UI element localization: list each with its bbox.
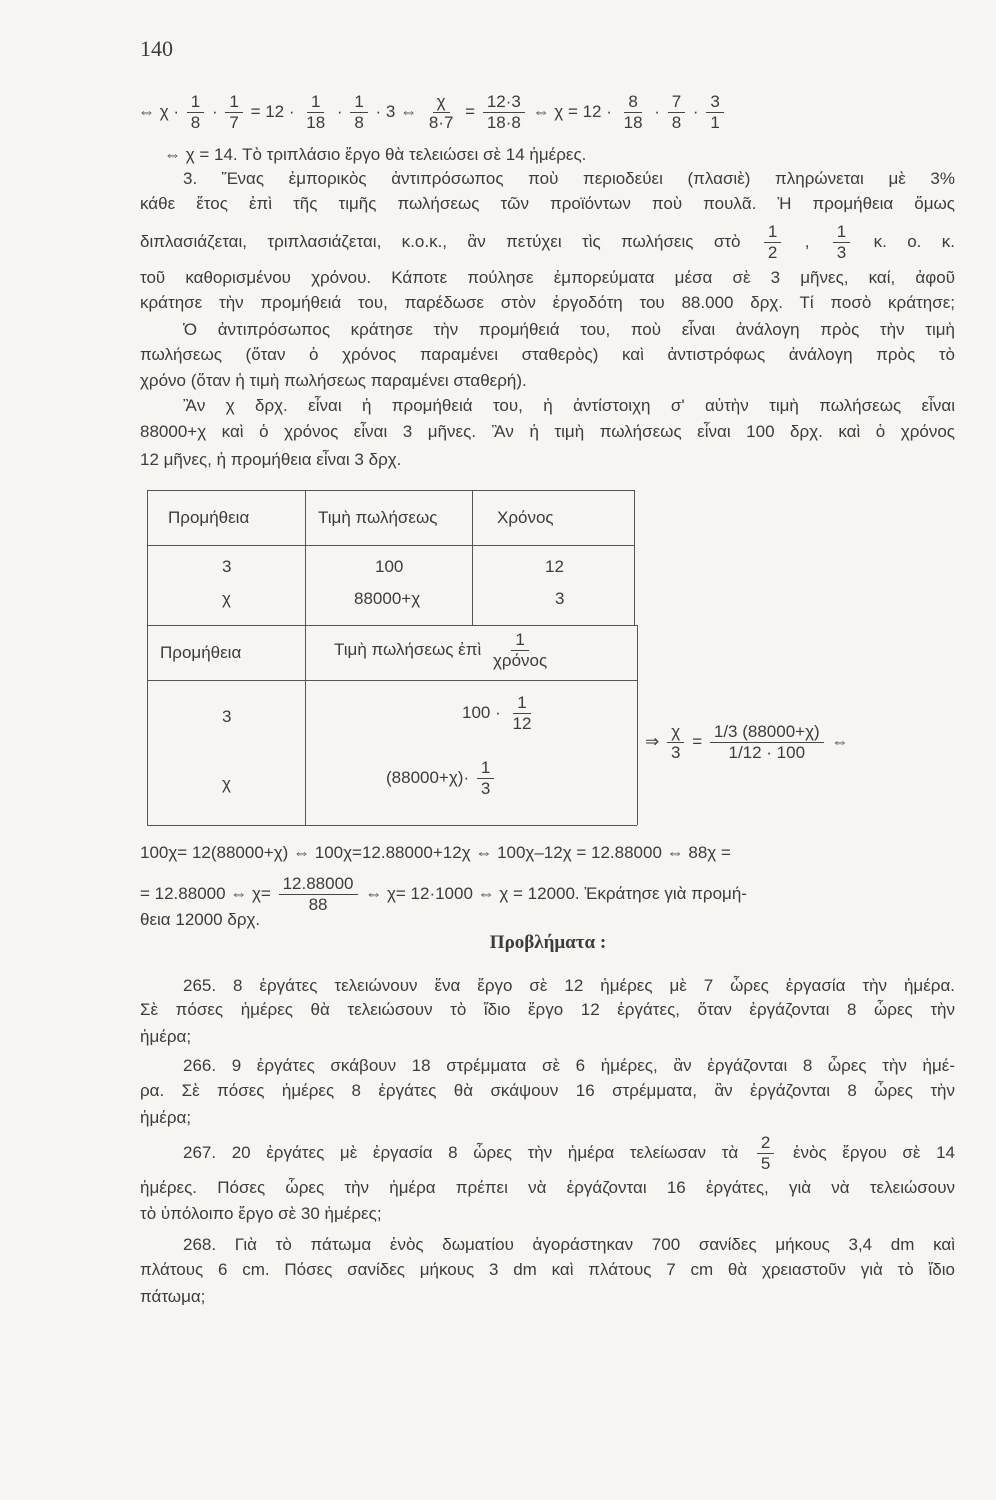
denominator: 8 xyxy=(354,113,364,132)
denominator: 1/12 · 100 xyxy=(728,743,806,762)
numerator: 1 xyxy=(187,92,204,113)
problem-265 xyxy=(140,998,955,1022)
text-run: , xyxy=(804,231,810,251)
text-run: · 3 ⇔ xyxy=(375,101,418,121)
fraction xyxy=(667,722,684,763)
table-cell: 3 xyxy=(222,557,232,576)
text-run: ἡμέρες. Πόσες ὧρες τὴν ἡμέρα πρέπει νὰ ἐργάζονται 16 ἐργάτες, γιὰ νὰ τελειώσουν xyxy=(140,1178,955,1197)
text-run: · xyxy=(692,101,699,121)
text-run: ρα. Σὲ πόσες ἡμέρες 8 ἐργάτες θὰ σκάψουν 16 στρέμματα, ἂν ἐργάζονται 8 ὧρες τὴν xyxy=(140,1081,955,1100)
problem-266 xyxy=(183,1054,955,1078)
denominator: 18·8 xyxy=(486,113,521,132)
denominator: 12 xyxy=(512,714,532,733)
text-run: 100χ= 12(88000+χ) ⇔ 100χ=12.88000+12χ ⇔ 100χ–12χ = 12.88000 ⇔ 88χ = xyxy=(140,843,731,862)
numerator: 1 xyxy=(225,92,242,113)
denominator: 3 xyxy=(836,243,847,262)
fraction xyxy=(483,92,525,133)
fraction xyxy=(302,92,329,133)
text-run: Προμήθεια xyxy=(160,643,242,662)
denominator: χρόνος xyxy=(492,651,548,670)
fraction xyxy=(833,222,850,263)
problem-265 xyxy=(140,1025,955,1049)
text-run: ⇔ χ = 14. Τὸ τριπλάσιο ἔργο θὰ τελειώσει σὲ 14 ἡμέρες. xyxy=(164,145,587,164)
text-run: = 12 · xyxy=(250,101,295,121)
text-run: Τιμὴ πωλήσεως ἐπὶ xyxy=(334,639,482,659)
text-line xyxy=(183,318,955,342)
table-cell: χ xyxy=(222,589,231,608)
problem-266 xyxy=(140,1079,955,1103)
text-run: χ xyxy=(222,774,231,793)
table-header: Τιμὴ πωλήσεως xyxy=(318,508,438,527)
text-run: 100 · xyxy=(462,702,501,722)
equation-line xyxy=(138,92,953,133)
text-line xyxy=(140,222,955,263)
numerator: 1 xyxy=(307,92,324,113)
result-formula xyxy=(645,722,848,763)
text-run: κάθε ἔτος ἐπὶ τῆς τιμῆς πωλήσεως τῶν προϊόντων ποὺ πουλᾶ. Ἡ προμήθεια ὅμως xyxy=(140,194,955,213)
text-run: κράτησε τὴν προμήθειά του, παρέδωσε στὸν ἐργοδότη του 88.000 δρχ. Τί ποσὸ κράτησε; xyxy=(140,293,955,312)
text-run: ἑνὸς ἔργου σὲ 14 xyxy=(792,1142,955,1162)
problem-267 xyxy=(140,1176,955,1200)
table-header xyxy=(334,630,554,671)
text-run: (88000+χ)· xyxy=(386,767,470,787)
fraction xyxy=(489,630,551,671)
numerator: 1 xyxy=(511,630,528,651)
denominator: 8 xyxy=(671,113,682,132)
problem-267 xyxy=(140,1202,955,1226)
text-run: 12 μῆνες, ἡ προμήθεια εἶναι 3 δρχ. xyxy=(140,450,402,469)
numerator: 3 xyxy=(706,92,723,113)
text-run: 267. 20 ἐργάτες μὲ ἐργασία 8 ὧρες τὴν ἡμέρα τελείωσαν τὰ xyxy=(183,1142,739,1162)
numerator: 7 xyxy=(668,92,685,113)
table-cell xyxy=(222,705,231,729)
table-cell xyxy=(386,758,497,799)
text-run: πλάτους 6 cm. Πόσες σανίδες μήκους 3 dm καὶ πλάτους 7 cm θὰ χρειαστοῦν γιὰ τὸ ἴδιο xyxy=(140,1260,955,1279)
text-run: τὸ ὑπόλοιπο ἔργο σὲ 30 ἡμέρες; xyxy=(140,1204,382,1223)
text-run: = 12.88000 ⇔ χ= xyxy=(140,883,271,903)
text-run: ⇔ xyxy=(831,731,849,751)
text-run: Ὁ ἀντιπρόσωπος κράτησε τὴν προμήθειά του, ποὺ εἶναι ἀνάλογη πρὸς τὴν τιμὴ xyxy=(183,320,955,339)
table-cell: 12 xyxy=(545,557,564,576)
fraction xyxy=(425,92,458,133)
text-run: ⇔ χ = 12 · xyxy=(532,101,612,121)
denominator: 7 xyxy=(229,113,239,132)
denominator: 5 xyxy=(760,1154,771,1173)
problems-heading: Προβλήματα : xyxy=(489,932,607,953)
text-run: χρόνο (ὅταν ἡ τιμὴ πωλήσεως παραμένει σταθερή). xyxy=(140,371,527,390)
text-line xyxy=(140,343,955,367)
denominator: 3 xyxy=(670,743,681,762)
text-run: 268. Γιὰ τὸ πάτωμα ἑνὸς δωματίου ἀγοράστηκαν 700 σανίδες μήκους 3,4 dm καὶ xyxy=(183,1235,955,1254)
fraction xyxy=(706,92,723,133)
denominator: 8 xyxy=(190,113,201,132)
denominator: 8·7 xyxy=(428,113,454,132)
denominator: 3 xyxy=(480,779,491,798)
problem-268 xyxy=(183,1233,955,1257)
table-header: Χρόνος xyxy=(497,508,554,527)
text-run: ⇔ χ= 12·1000 ⇔ χ = 12000. Ἐκράτησε γιὰ προμή- xyxy=(365,883,747,903)
text-line xyxy=(140,192,955,216)
text-run: Ἂν χ δρχ. εἶναι ἡ προμήθειά του, ἡ ἀντίστοιχη σ' αὐτὴν τιμὴ πωλήσεως εἶναι xyxy=(183,396,955,415)
numerator: 1 xyxy=(350,92,367,113)
fraction xyxy=(350,92,367,133)
problem-268 xyxy=(140,1285,955,1309)
text-line xyxy=(140,369,955,393)
text-run: · xyxy=(654,101,660,121)
text-line xyxy=(140,420,955,444)
denominator: 18 xyxy=(623,113,643,132)
numerator: 1 xyxy=(477,758,494,779)
fraction xyxy=(477,758,494,799)
table-cell xyxy=(222,772,231,796)
text-line xyxy=(140,448,955,472)
text-run: 88000+χ καὶ ὁ χρόνος εἶναι 3 μῆνες. Ἂν ἡ τιμὴ πωλήσεως εἶναι 100 δρχ. καὶ ὁ χρόνος xyxy=(140,422,955,441)
table-cell xyxy=(462,693,538,734)
text-run: = xyxy=(692,731,703,751)
table-header xyxy=(160,641,241,665)
text-run: · xyxy=(336,101,343,121)
text-run: ἡμέρα; xyxy=(140,1027,192,1046)
denominator: 1 xyxy=(710,113,720,132)
text-line xyxy=(164,143,979,167)
text-run: ἡμέρα; xyxy=(140,1108,192,1127)
text-run: 3. Ἕνας ἐμπορικὸς ἀντιπρόσωπος ποὺ περιοδεύει (πλασιὲ) πληρώνεται μὲ 3% xyxy=(183,169,955,188)
text-run: · xyxy=(211,101,218,121)
fraction xyxy=(764,222,781,263)
numerator: 12·3 xyxy=(483,92,525,113)
text-line xyxy=(140,908,955,932)
text-run: 266. 9 ἐργάτες σκάβουν 18 στρέμματα σὲ 6 ἡμέρες, ἂν ἐργάζονται 8 ὧρες τὴν ἡμέ- xyxy=(183,1056,955,1075)
problem-266 xyxy=(140,1106,955,1130)
text-run: τοῦ καθορισμένου χρόνου. Κάποτε πούλησε ἐμπορεύματα μέσα σὲ 3 μῆνες, καί, ἀφοῦ xyxy=(140,268,955,287)
text-line xyxy=(140,266,955,290)
numerator: 1/3 (88000+χ) xyxy=(710,722,824,743)
text-run: ⇔ χ · xyxy=(138,101,180,121)
text-run: ⇒ xyxy=(645,731,660,751)
denominator: 18 xyxy=(306,113,326,132)
numerator: χ xyxy=(667,722,684,743)
text-run: κ. ο. κ. xyxy=(873,231,955,251)
text-run: διπλασιάζεται, τριπλασιάζεται, κ.ο.κ., ἂν πετύχει τὶς πωλήσεις στὸ xyxy=(140,231,741,251)
fraction xyxy=(757,1133,774,1174)
text-run: 265. 8 ἐργάτες τελειώνουν ἕνα ἔργο σὲ 12 ἡμέρες μὲ 7 ὧρες ἐργασία τὴν ἡμέρα. xyxy=(183,976,955,995)
fraction xyxy=(710,722,824,763)
numerator: 1 xyxy=(764,222,781,243)
problem-268 xyxy=(140,1258,955,1282)
numerator: 1 xyxy=(513,693,530,714)
table-cell: 88000+χ xyxy=(354,589,421,608)
denominator: 2 xyxy=(767,243,778,262)
text-run: = xyxy=(465,101,476,121)
table-header: Προμήθεια xyxy=(168,508,250,527)
table-cell: 100 xyxy=(375,557,404,576)
text-run: πωλήσεως (ὅταν ὁ χρόνος παραμένει σταθερὸς) καὶ ἀντιστρόφως ἀνάλογη πρὸς τὸ xyxy=(140,345,955,364)
numerator: 12.88000 xyxy=(279,874,358,895)
numerator: 1 xyxy=(833,222,850,243)
problem-267 xyxy=(183,1133,955,1174)
fraction xyxy=(187,92,204,133)
equation-line xyxy=(140,841,955,865)
numerator: χ xyxy=(433,92,450,113)
problem-265 xyxy=(183,974,955,998)
text-run: Σὲ πόσες ἡμέρες θὰ τελειώσουν τὸ ἴδιο ἔργο 12 ἐργάτες, ὅταν ἐργάζονται 8 ὧρες τὴν xyxy=(140,1000,955,1019)
numerator: 2 xyxy=(757,1133,774,1154)
fraction xyxy=(620,92,647,133)
fraction xyxy=(225,92,242,133)
numerator: 8 xyxy=(624,92,641,113)
fraction xyxy=(508,693,535,734)
table-cell: 3 xyxy=(555,589,565,608)
text-line xyxy=(183,394,955,418)
text-run: πάτωμα; xyxy=(140,1287,206,1306)
text-line xyxy=(140,291,955,315)
text-run: θεια 12000 δρχ. xyxy=(140,910,261,929)
text-run: 3 xyxy=(222,707,232,726)
text-line xyxy=(183,167,955,191)
page-number: 140 xyxy=(140,36,173,61)
fraction xyxy=(668,92,685,133)
denominator: 88 xyxy=(308,895,328,914)
